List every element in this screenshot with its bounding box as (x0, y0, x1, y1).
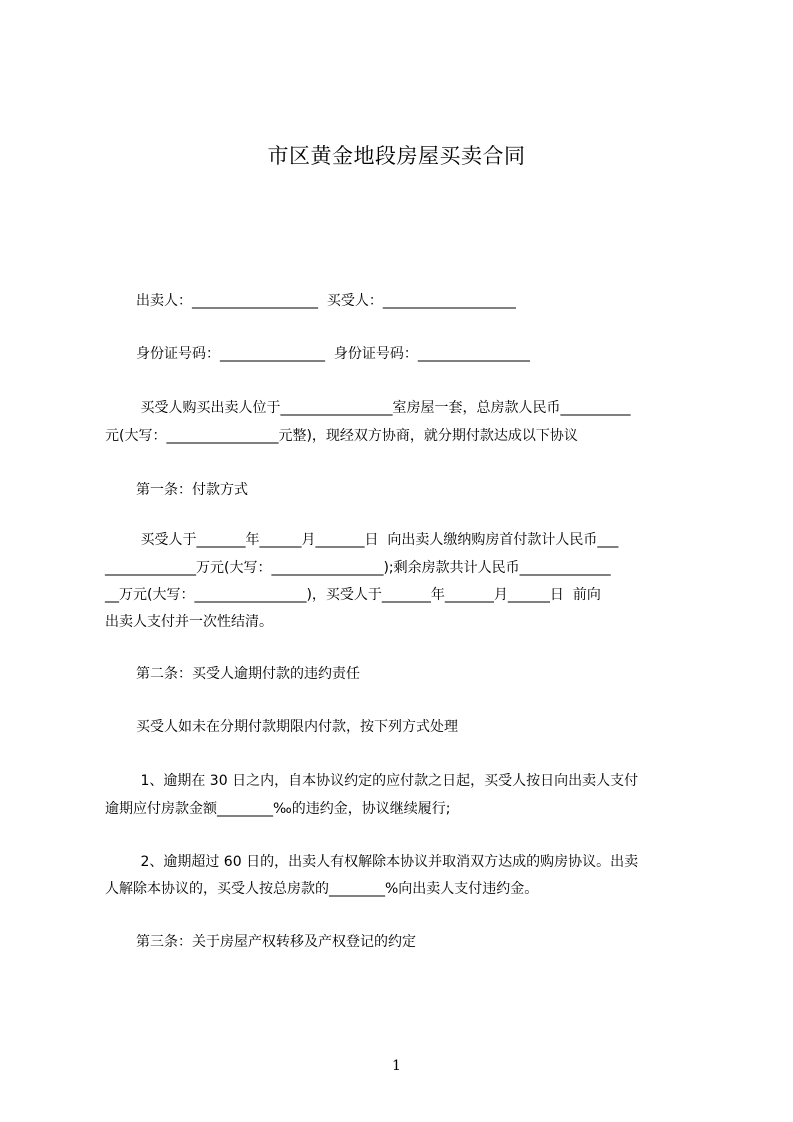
payment-paragraph-line-1: 买受人于_______年______月_______日 向出卖人缴纳购房首付款计人民币___ (136, 532, 619, 548)
payment-paragraph-line-4: 出卖人支付并一次性结清。 (105, 614, 273, 630)
intro-paragraph-line-1: 买受人购买出卖人位于________________室房屋一套，总房款人民币__________ (136, 400, 631, 416)
clause-2-line-2: 人解除本协议的，买受人按总房款的________%向出卖人支付违约金。 (105, 881, 539, 897)
article-3-heading: 第三条：关于房屋产权转移及产权登记的约定 (136, 934, 416, 950)
late-payment-intro: 买受人如未在分期付款期限内付款，按下列方式处理 (136, 719, 458, 735)
article-2-heading: 第二条：买受人逾期付款的违约责任 (136, 666, 360, 682)
id-number-line: 身份证号码：_______________ 身份证号码：________________ (136, 346, 530, 362)
seller-buyer-line: 出卖人：__________________ 买受人：___________________ (136, 293, 516, 309)
clause-1-line-1: 1、逾期在 30 日之内，自本协议约定的应付款之日起，买受人按日向出卖人支付 (136, 773, 639, 789)
clause-2-line-1: 2、逾期超过 60 日的，出卖人有权解除本协议并取消双方达成的购房协议。出卖 (136, 854, 639, 870)
page-number: 1 (392, 1058, 401, 1074)
payment-paragraph-line-2: _____________万元(大写：________________);剩余房款共计人民币_____________ (105, 560, 611, 576)
document-title: 市区黄金地段房屋买卖合同 (267, 144, 526, 168)
article-1-heading: 第一条：付款方式 (136, 482, 248, 498)
payment-paragraph-line-3: __万元(大写：________________)，买受人于_______年_______月______日 前向 (105, 587, 601, 603)
intro-paragraph-line-2: 元(大写：________________元整)，现经双方协商，就分期付款达成以下协议 (105, 428, 578, 444)
clause-1-line-2: 逾期应付房款金额________‰的违约金，协议继续履行; (105, 801, 451, 817)
